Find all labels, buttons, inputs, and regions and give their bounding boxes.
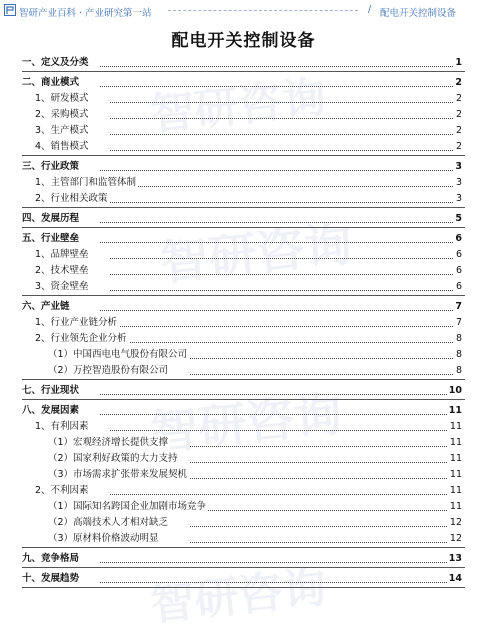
toc-leader-dots (100, 66, 453, 68)
section-divider (22, 547, 465, 548)
toc-page-number: 3 (454, 175, 462, 191)
section-divider (22, 399, 465, 400)
toc-page-number: 5 (453, 211, 462, 227)
toc-entry[interactable] (0, 91, 487, 107)
toc-page-number: 11 (447, 403, 462, 419)
toc-entry-label: 一、定义及分类 (22, 55, 91, 71)
toc-leader-dots (110, 186, 453, 188)
toc-entry-label: 六、产业链 (22, 299, 72, 315)
toc-page-number: 1 (453, 55, 462, 71)
toc-page-number: 11 (448, 467, 462, 483)
toc-page-number: 7 (453, 299, 462, 315)
toc-page-number: 3 (453, 159, 462, 175)
toc-page-number: 2 (454, 139, 462, 155)
toc-page-number: 2 (453, 75, 462, 91)
header-slash: / (368, 4, 372, 15)
toc-page-number: 13 (447, 551, 462, 567)
toc-entry[interactable] (0, 483, 487, 499)
toc-entry[interactable] (0, 531, 487, 547)
section-divider (22, 587, 465, 588)
toc-leader-dots (190, 526, 453, 528)
toc-page-number: 6 (454, 279, 462, 295)
toc-leader-dots (190, 446, 453, 448)
toc-entry-label: 2、不利因素 (35, 483, 91, 499)
toc-leader-dots (110, 202, 453, 204)
toc-page-number: 8 (454, 331, 462, 347)
toc-leader-dots (100, 222, 453, 224)
toc-page-number: 11 (448, 499, 462, 515)
section-divider (22, 227, 465, 228)
section-divider (22, 71, 465, 72)
toc-entry-label: （2）高端技术人才相对缺乏 (48, 515, 170, 531)
toc-page-number: 6 (454, 247, 462, 263)
toc-leader-dots (110, 102, 453, 104)
toc-leader-dots (100, 562, 453, 564)
toc-entry-label: （1）中国西电电气股份有限公司 (48, 347, 189, 363)
toc-entry[interactable] (0, 383, 487, 399)
toc-leader-dots (110, 342, 453, 344)
section-divider (22, 379, 465, 380)
toc-entry-label: 九、竞争格局 (22, 551, 81, 567)
toc-entry-label: （1）宏观经济增长提供支撑 (48, 435, 170, 451)
toc-entry[interactable] (0, 75, 487, 91)
toc-entry-label: 1、品牌壁垒 (35, 247, 91, 263)
toc-leader-dots (100, 394, 453, 396)
toc-entry-label: （2）万控智造股份有限公司 (48, 363, 170, 379)
toc-entry[interactable] (0, 403, 487, 419)
toc-entry-label: 2、技术壁垒 (35, 263, 91, 279)
toc-leader-dots (100, 414, 453, 416)
toc-entry-label: 3、生产模式 (35, 123, 91, 139)
toc-page-number: 8 (454, 347, 462, 363)
toc-entry[interactable] (0, 435, 487, 451)
toc-entry-label: 2、行业领先企业分析 (35, 331, 129, 347)
toc-entry[interactable] (0, 347, 487, 363)
toc-leader-dots (190, 374, 453, 376)
toc-leader-dots (100, 170, 453, 172)
toc-page-number: 2 (454, 123, 462, 139)
section-divider (22, 295, 465, 296)
toc-entry-label: 2、采购模式 (35, 107, 91, 123)
toc-page-number: 12 (448, 531, 462, 547)
toc-entry-label: （3）原材料价格波动明显 (48, 531, 161, 547)
toc-entry[interactable] (0, 315, 487, 331)
toc-page-number: 6 (454, 263, 462, 279)
toc-leader-dots (110, 290, 453, 292)
toc-entry[interactable] (0, 451, 487, 467)
toc-entry-label: 4、销售模式 (35, 139, 91, 155)
toc-entry[interactable] (0, 191, 487, 207)
toc-entry-label: （2）国家利好政策的大力支持 (48, 451, 180, 467)
toc-entry-label: 三、行业政策 (22, 159, 81, 175)
toc-page-number: 12 (448, 515, 462, 531)
toc-entry-label: （3）市场需求扩张带来发展契机 (48, 467, 189, 483)
toc-entry[interactable] (0, 159, 487, 175)
toc-entry[interactable] (0, 551, 487, 567)
toc-entry-label: 十、发展趋势 (22, 571, 81, 587)
toc-entry[interactable] (0, 571, 487, 587)
toc-entry-label: 二、商业模式 (22, 75, 81, 91)
toc-entry[interactable] (0, 299, 487, 315)
toc-page-number: 11 (448, 451, 462, 467)
toc-entry-label: 四、发展历程 (22, 211, 81, 227)
toc-entry[interactable] (0, 419, 487, 435)
header-doc-title: 配电开关控制设备 (380, 8, 457, 19)
toc-entry[interactable] (0, 231, 487, 247)
toc-leader-dots (190, 478, 453, 480)
toc-entry-label: 1、行业产业链分析 (35, 315, 119, 331)
toc-entry[interactable] (0, 467, 487, 483)
toc-leader-dots (100, 310, 453, 312)
toc-entry-label: 2、行业相关政策 (35, 191, 110, 207)
toc-entry[interactable] (0, 499, 487, 515)
toc-entry-label: 八、发展因素 (22, 403, 81, 419)
toc-leader-dots (110, 430, 453, 432)
toc-entry[interactable] (0, 263, 487, 279)
toc-entry-label: 1、有利因素 (35, 419, 91, 435)
toc-leader-dots (110, 258, 453, 260)
toc-page-number: 2 (454, 91, 462, 107)
toc-entry-label: 五、行业壁垒 (22, 231, 81, 247)
toc-page-number: 11 (448, 483, 462, 499)
section-divider (22, 567, 465, 568)
watermark: 智研咨询 (148, 561, 329, 632)
site-name[interactable]: 智研产业百科 · 产业研究第一站 (19, 8, 152, 19)
toc-leader-dots (100, 242, 453, 244)
toc-page-number: 11 (448, 419, 462, 435)
toc-page-number: 7 (454, 315, 462, 331)
toc-page-number: 2 (454, 107, 462, 123)
toc-leader-dots (190, 358, 453, 360)
watermark: 智研咨询 (158, 216, 355, 292)
toc-leader-dots (110, 150, 453, 152)
toc-entry-label: 1、主管部门和监管体制 (35, 175, 138, 191)
toc-entry[interactable] (0, 123, 487, 139)
toc-entry[interactable] (0, 211, 487, 227)
toc-leader-dots (100, 86, 453, 88)
toc-leader-dots (110, 274, 453, 276)
toc-entry[interactable] (0, 363, 487, 379)
toc-leader-dots (190, 542, 453, 544)
toc-entry[interactable] (0, 139, 487, 155)
toc-leader-dots (190, 510, 453, 512)
toc-page-number: 3 (454, 191, 462, 207)
toc-page-number: 8 (454, 363, 462, 379)
toc-leader-dots (110, 134, 453, 136)
toc-entry[interactable] (0, 107, 487, 123)
watermark: 智研咨询 (148, 71, 329, 142)
toc-entry-label: 3、资金壁垒 (35, 279, 91, 295)
toc-entry[interactable] (0, 331, 487, 347)
watermark: 智研咨询 (148, 386, 345, 462)
page-title: 配电开关控制设备 (171, 31, 316, 51)
toc-leader-dots (110, 326, 453, 328)
toc-leader-dots (110, 118, 453, 120)
toc-page-number: 10 (447, 383, 462, 399)
toc-entry[interactable] (0, 175, 487, 191)
section-divider (22, 207, 465, 208)
toc-entry-label: 七、行业现状 (22, 383, 81, 399)
toc-page-number: 11 (448, 435, 462, 451)
toc-entry-label: （1）国际知名跨国企业加剧市场竞争 (48, 499, 208, 515)
toc-entry[interactable] (0, 55, 487, 71)
toc-leader-dots (190, 462, 453, 464)
toc-entry-label: 1、研发模式 (35, 91, 91, 107)
toc-entry[interactable] (0, 279, 487, 295)
toc-leader-dots (110, 494, 453, 496)
section-divider (22, 155, 465, 156)
toc-page-number: 14 (447, 571, 462, 587)
toc-page-number: 6 (453, 231, 462, 247)
toc-entry[interactable] (0, 515, 487, 531)
toc-leader-dots (100, 582, 453, 584)
toc-entry[interactable] (0, 247, 487, 263)
